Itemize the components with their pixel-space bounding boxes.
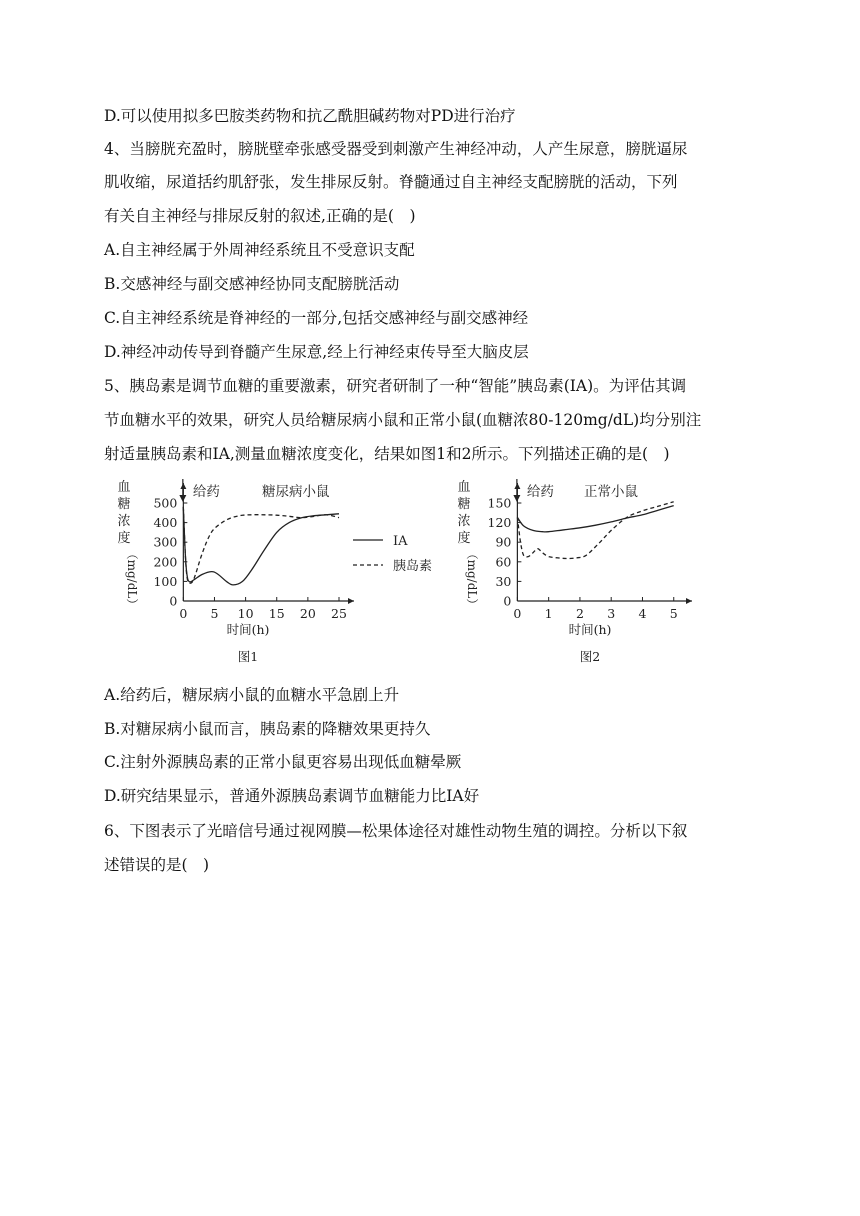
q4-stem-line-3: 有关自主神经与排尿反射的叙述,正确的是( ) [104, 207, 416, 225]
q5-option-c: C.注射外源胰岛素的正常小鼠更容易出现低血糖晕厥 [104, 753, 462, 771]
series-line-insulin [183, 507, 339, 583]
y-axis-unit: （mg/dL） [125, 547, 139, 611]
series-line-ia [517, 506, 673, 532]
y-tick-label: 90 [495, 534, 512, 550]
x-tick-label: 4 [638, 606, 647, 621]
q5-stem-line-2: 节血糖水平的效果，研究人员给糖尿病小鼠和正常小鼠(血糖浓80-120mg/dL)均分别注 [104, 411, 702, 429]
x-tick-label: 5 [669, 606, 678, 621]
y-axis-label-char: 浓 [117, 514, 131, 529]
q4-stem-line-2: 肌收缩，尿道括约肌舒张，发生排尿反射。脊髓通过自主神经支配膀胱的活动，下列 [104, 173, 678, 191]
legend-label-ia: IA [393, 534, 408, 549]
y-tick-label: 60 [495, 554, 512, 570]
dosing-annotation: 给药 [526, 484, 554, 500]
dosing-arrow-head [179, 495, 186, 502]
q5-stem-line-3: 射适量胰岛素和IA,测量血糖浓度变化，结果如图1和2所示。下列描述正确的是( ) [104, 445, 670, 463]
q5-option-b: B.对糖尿病小鼠而言，胰岛素的降糖效果更持久 [104, 720, 431, 738]
series-line-ia [183, 507, 339, 585]
q4-stem-line-1: 4、当膀胱充盈时，膀胱壁牵张感受器受到刺激产生神经冲动，人产生尿意，膀胱逼尿 [104, 140, 688, 158]
q4-option-c: C.自主神经系统是脊神经的一部分,包括交感神经与副交感神经 [104, 309, 529, 327]
x-tick-label: 1 [544, 606, 553, 621]
x-tick-label: 20 [299, 606, 316, 621]
q6-stem-line-2: 述错误的是( ) [104, 856, 210, 874]
y-tick-label: 120 [487, 515, 512, 531]
q6-stem-line-1: 6、下图表示了光暗信号通过视网膜—松果体途径对雄性动物生殖的调控。分析以下叙 [104, 822, 688, 840]
x-tick-label: 3 [607, 606, 616, 621]
x-tick-label: 15 [268, 606, 285, 621]
y-tick-label: 0 [169, 593, 178, 609]
y-tick-label: 30 [495, 573, 512, 589]
y-tick-label: 100 [153, 573, 178, 589]
x-tick-label: 10 [237, 606, 254, 621]
series-line-insulin [517, 502, 673, 559]
q4-option-d: D.神经冲动传导到脊髓产生尿意,经上行神经束传导至大脑皮层 [104, 343, 529, 361]
y-axis-label-char: 糖 [457, 497, 471, 512]
y-axis-label-char: 度 [457, 531, 471, 546]
y-axis-label-char: 浓 [457, 514, 471, 529]
x-tick-label: 0 [179, 606, 188, 621]
x-axis-label: 时间(h) [568, 622, 612, 637]
x-tick-label: 5 [210, 606, 219, 621]
q5-option-d: D.研究结果显示，普通外源胰岛素调节血糖能力比IA好 [104, 787, 480, 805]
x-axis-arrow [686, 598, 692, 604]
y-tick-label: 300 [153, 534, 178, 550]
dosing-annotation: 给药 [192, 484, 220, 500]
figure-caption: 图1 [237, 649, 259, 664]
y-axis-label-char: 血 [457, 480, 471, 495]
q5-stem-line-1: 5、胰岛素是调节血糖的重要激素，研究者研制了一种“智能”胰岛素(IA)。为评估其调 [104, 377, 687, 395]
y-axis-label-char: 血 [117, 480, 131, 495]
figure-2-chart [448, 475, 708, 673]
y-tick-label: 150 [487, 495, 512, 511]
y-axis-label-char: 度 [117, 531, 131, 546]
y-axis-unit: （mg/dL） [465, 547, 479, 611]
figure-caption: 图2 [579, 649, 601, 664]
dosing-arrow-head [513, 495, 520, 502]
q4-option-a: A.自主神经属于外周神经系统且不受意识支配 [104, 241, 415, 259]
q5-option-a: A.给药后，糖尿病小鼠的血糖水平急剧上升 [104, 686, 400, 704]
y-tick-label: 200 [153, 554, 178, 570]
q3-option-d: D.可以使用拟多巴胺类药物和抗乙酰胆碱药物对PD进行治疗 [104, 107, 516, 125]
figure-1-chart [108, 475, 448, 673]
x-tick-label: 2 [575, 606, 584, 621]
chart-title: 糖尿病小鼠 [262, 484, 330, 500]
q4-option-b: B.交感神经与副交感神经协同支配膀胱活动 [104, 275, 400, 293]
y-axis-label-char: 糖 [117, 497, 131, 512]
legend-label-insulin: 胰岛素 [393, 559, 433, 574]
chart-title: 正常小鼠 [584, 484, 638, 500]
x-axis-arrow [348, 598, 354, 604]
y-tick-label: 0 [503, 593, 512, 609]
x-tick-label: 0 [513, 606, 522, 621]
x-tick-label: 25 [331, 606, 347, 621]
y-tick-label: 400 [153, 515, 178, 531]
y-tick-label: 500 [153, 495, 178, 511]
x-axis-label: 时间(h) [226, 622, 270, 637]
